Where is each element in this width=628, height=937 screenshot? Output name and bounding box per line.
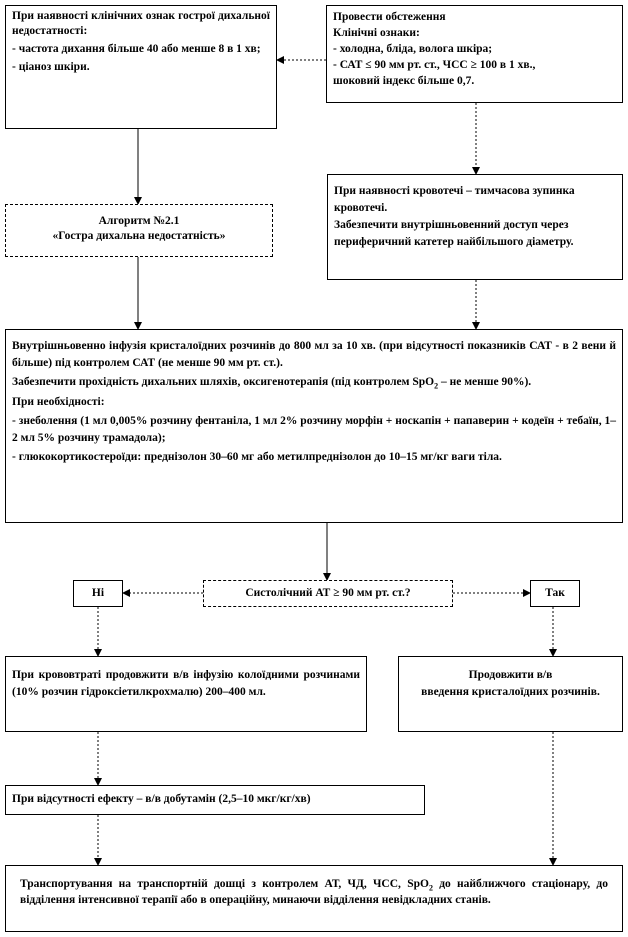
bleeding-box	[327, 174, 623, 280]
yes-box	[530, 580, 580, 607]
bleeding-line-1: При наявності кровотечі – тимчасова зупинка кровотечі.	[334, 185, 575, 214]
clinical-signs-heading: При наявності клінічних ознак гострої дихальної недостатності:	[12, 10, 270, 37]
infusion-paragraph-3: При необхідності:	[12, 395, 105, 408]
yes-action-line-2: введення кристалоїдних розчинів.	[421, 686, 600, 698]
yes-label: Так	[545, 587, 565, 599]
infusion-paragraph-4: - знеболення (1 мл 0,005% розчину фентаніла, 1 мл 2% розчину морфін + носкапін + папаверин + кодеїн + тебаїн, 1–2 мл 5% розчину трамадола);	[12, 415, 616, 444]
infusion-paragraph-2: Забезпечити прохідність дихальних шляхів, оксигенотерапія (під контролем SpO$_2$ – не менше 90%).	[12, 376, 532, 391]
examination-item-3: шоковий індекс більше 0,7.	[333, 75, 475, 87]
algorithm-number: Алгоритм №2.1	[98, 215, 180, 227]
examination-subtitle: Клінічні ознаки:	[333, 27, 420, 39]
clinical-signs-item-1: - частота дихання більше 40 або менше 8 в 1 хв;	[12, 43, 261, 55]
decision-box	[203, 580, 453, 607]
dobutamine-text: При відсутності ефекту – в/в добутамін (2,5–10 мкг/кг/хв)	[12, 793, 311, 805]
no-label: Ні	[91, 587, 105, 599]
clinical-signs-item-2: - ціаноз шкіри.	[12, 61, 90, 73]
examination-box	[326, 5, 623, 103]
dobutamine-box	[5, 785, 425, 815]
infusion-paragraph-5: - глюкокортикостероїди: преднізолон 30–60 мг або метилпреднізолон до 10–15 мг/кг ваги тіла.	[12, 451, 502, 463]
transport-box	[5, 865, 623, 932]
infusion-paragraph-1: Внутрішньовенно інфузія кристалоїдних розчинів до 800 мл за 10 хв. (при відсутності показників САТ - в 2 вени й більше) під контролем САТ (не менше 90 мм рт. ст.).	[12, 340, 616, 369]
algorithm-box	[5, 204, 273, 257]
examination-title: Провести обстеження	[333, 11, 446, 23]
examination-item-2: - САТ ≤ 90 мм рт. ст., ЧСС ≥ 100 в 1 хв.,	[333, 59, 536, 71]
examination-item-1: - холодна, бліда, волога шкіра;	[333, 43, 493, 55]
decision-question: Систолічний АТ ≥ 90 мм рт. ст.?	[245, 587, 411, 599]
clinical-signs-box	[5, 5, 277, 129]
yes-action-line-1: Продовжити в/в	[468, 669, 553, 681]
bleeding-line-2: Забезпечити внутрішньовенний доступ через периферичний катетер найбільшого діаметру.	[334, 219, 574, 248]
algorithm-name: «Гостра дихальна недостатність»	[52, 230, 226, 242]
yes-action-box	[398, 656, 623, 732]
no-action-box	[5, 656, 367, 732]
infusion-box	[5, 329, 623, 523]
no-action-text: При крововтраті продовжити в/в інфузію колоїдними розчинами (10% розчин гідроксіетилкрохмалю) 200–400 мл.	[12, 669, 360, 698]
transport-text: Транспортування на транспортній дошці з контролем АТ, ЧД, ЧСС, SpO$_2$ до найближчого стаціонару, до відділення інтенсивної терапії або в операційну, минаючи відділення невідкладних станів.	[20, 878, 608, 906]
no-box	[73, 580, 123, 607]
